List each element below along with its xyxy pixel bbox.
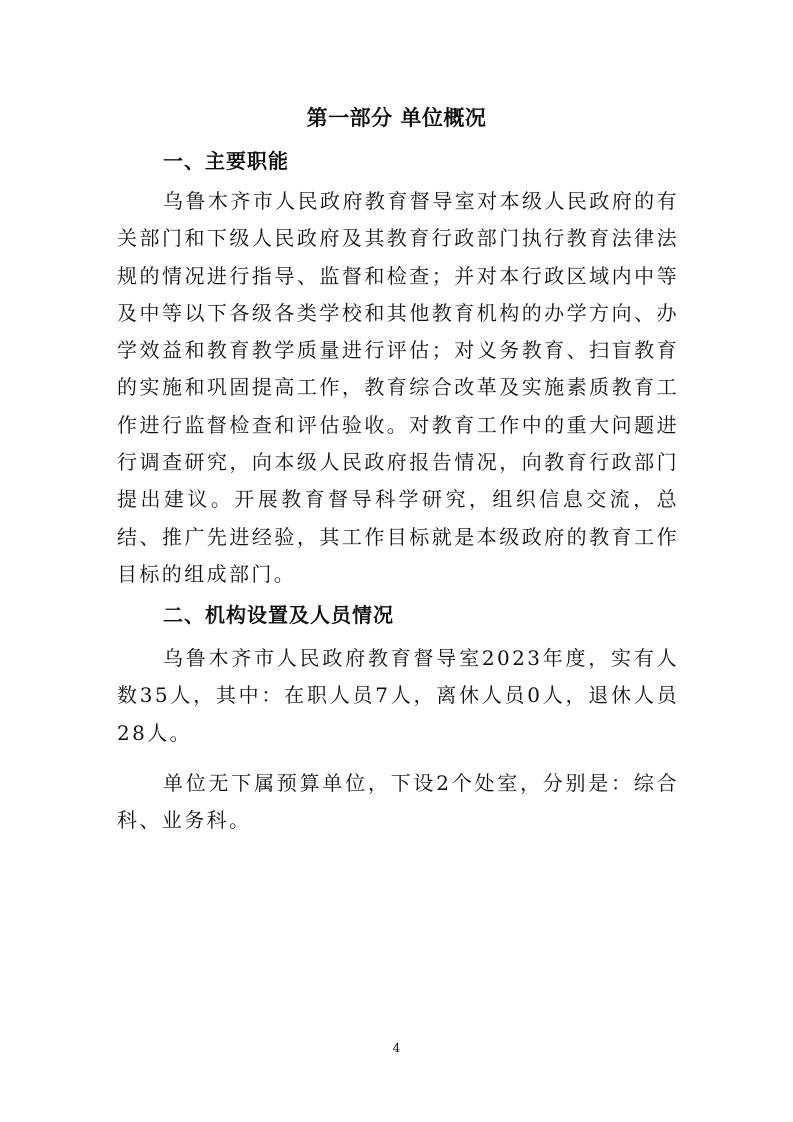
section-heading-organization-staff: 二、机构设置及人员情况 [163,603,394,627]
paragraph-staff-count: 乌鲁木齐市人民政府教育督导室2023年度，实有人数35人，其中：在职人员7人，离休人员0人，退休人员28人。 [117,646,679,745]
section-heading-main-functions: 一、主要职能 [163,149,289,173]
paragraph-main-functions: 乌鲁木齐市人民政府教育督导室对本级人民政府的有关部门和下级人民政府及其教育行政部门执行教育法律法规的情况进行指导、监督和检查；并对本行政区域内中等及中等以下各级各类学校和其他教育机构的办学方向、办学效益和教育教学质量进行评估；对义务教育、扫盲教育的实施和巩固提高工作，教育综合改革及实施素质教育工作进行监督检查和评估验收。对教育工作中的重大问题进行调查研究，向本级人民政府报告情况，向教育行政部门提出建议。开展教育督导科学研究，组织信息交流，总结、推广先进经验，其工作目标就是本级政府的教育工作目标的组成部门。 [117,189,679,586]
page-number: 4 [392,1041,401,1055]
paragraph-departments: 单位无下属预算单位，下设2个处室，分别是：综合科、业务科。 [117,771,679,833]
page-title: 第一部分 单位概况 [306,106,487,130]
